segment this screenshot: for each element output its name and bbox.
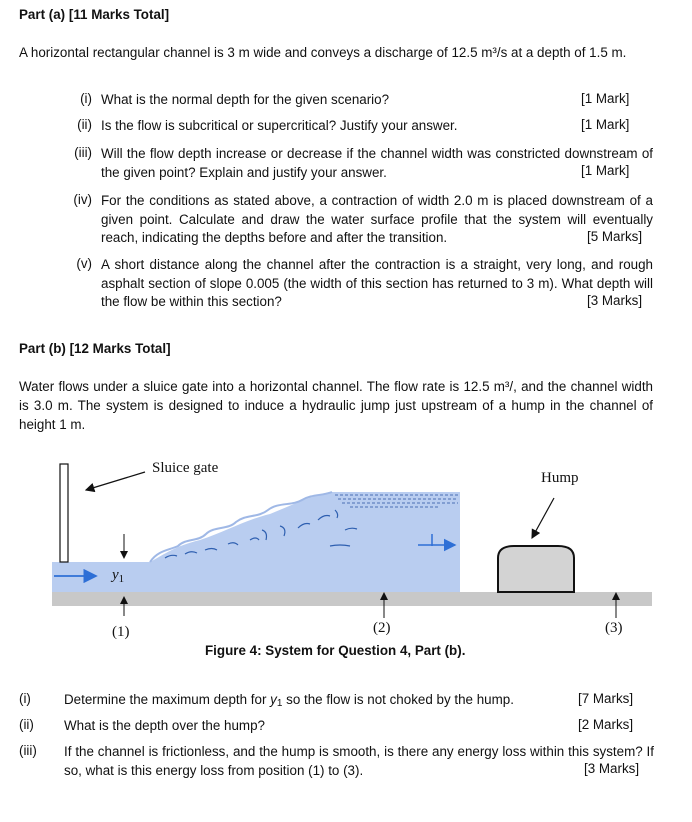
hump-pointer	[532, 498, 554, 538]
sluice-gate	[60, 464, 68, 562]
depth-label-y1	[112, 567, 124, 585]
part-b-heading: Part (b) [12 Marks Total]	[19, 341, 171, 356]
question-number: (i)	[19, 691, 31, 706]
question-marks: [7 Marks]	[578, 691, 634, 706]
question-text: Is the flow is subcritical or supercritical? Justify your answer.	[101, 118, 458, 133]
question-number: (iii)	[74, 145, 92, 160]
question-marks: [1 Mark]	[581, 91, 630, 106]
position-2-label: (2)	[373, 620, 391, 636]
question-marks: [3 Marks]	[578, 761, 639, 776]
question-text: A short distance along the channel after the contraction is a straight, very long, and rough asphalt section of slope 0.005 (the width of this section has returned to 3 m). What depth will the flow be within this section?	[101, 257, 653, 309]
position-3-label: (3)	[605, 620, 623, 636]
question-marks: [3 Marks]	[581, 293, 642, 308]
question-number: (iii)	[19, 743, 37, 758]
question-text-part: so the flow is not choked by the hump.	[282, 692, 514, 707]
question-marks: [1 Mark]	[581, 117, 630, 132]
question-number: (ii)	[19, 717, 34, 732]
system-figure	[0, 450, 692, 650]
depth-label-y: y	[112, 567, 119, 583]
part-a-heading: Part (a) [11 Marks Total]	[19, 7, 170, 22]
question-number: (i)	[80, 91, 92, 106]
part-a-intro: A horizontal rectangular channel is 3 m wide and conveys a discharge of 12.5 m³/s at a depth of 1.5 m.	[19, 45, 627, 60]
position-1-label: (1)	[112, 624, 130, 640]
sluice-gate-pointer	[86, 472, 145, 490]
question-marks: [5 Marks]	[581, 229, 642, 244]
question-marks: [2 Marks]	[578, 717, 634, 732]
question-text: What is the depth over the hump?	[64, 718, 265, 733]
question-text: What is the normal depth for the given scenario?	[101, 92, 390, 107]
question-marks: [1 Mark]	[581, 163, 630, 178]
question-text-part: Determine the maximum depth for	[64, 692, 271, 707]
sluice-gate-label: Sluice gate	[152, 460, 219, 476]
figure-caption: Figure 4: System for Question 4, Part (b).	[205, 643, 466, 658]
question-text: If the channel is frictionless, and the hump is smooth, is there any energy loss within this system? If so, what is this energy loss from position (1) to (3).	[64, 744, 654, 778]
question-variable: y	[270, 692, 277, 707]
part-b-intro: Water flows under a sluice gate into a horizontal channel. The flow rate is 12.5 m³/, and the channel width is 3.0 m. The system is designed to induce a hydraulic jump just upstream of a hump in the channel of height 1 m.	[19, 379, 653, 432]
hump	[498, 546, 574, 592]
channel-bed	[52, 592, 652, 606]
question-number: (iv)	[73, 192, 92, 207]
question-text: Will the flow depth increase or decrease if the channel width was constricted downstream of the given point? Explain and justify your answer.	[101, 146, 653, 180]
question-text: For the conditions as stated above, a contraction of width 2.0 m is placed downstream of a given point. Calculate and draw the water surface profile that the system will eventually reach, indicating the depths before and after the transition.	[101, 193, 653, 245]
depth-label-sub: 1	[118, 573, 125, 585]
question-text	[64, 691, 564, 714]
question-number: (v)	[76, 256, 92, 271]
question-number: (ii)	[77, 117, 92, 132]
question-variable-sub: 1	[276, 698, 283, 709]
hump-label: Hump	[541, 470, 579, 486]
